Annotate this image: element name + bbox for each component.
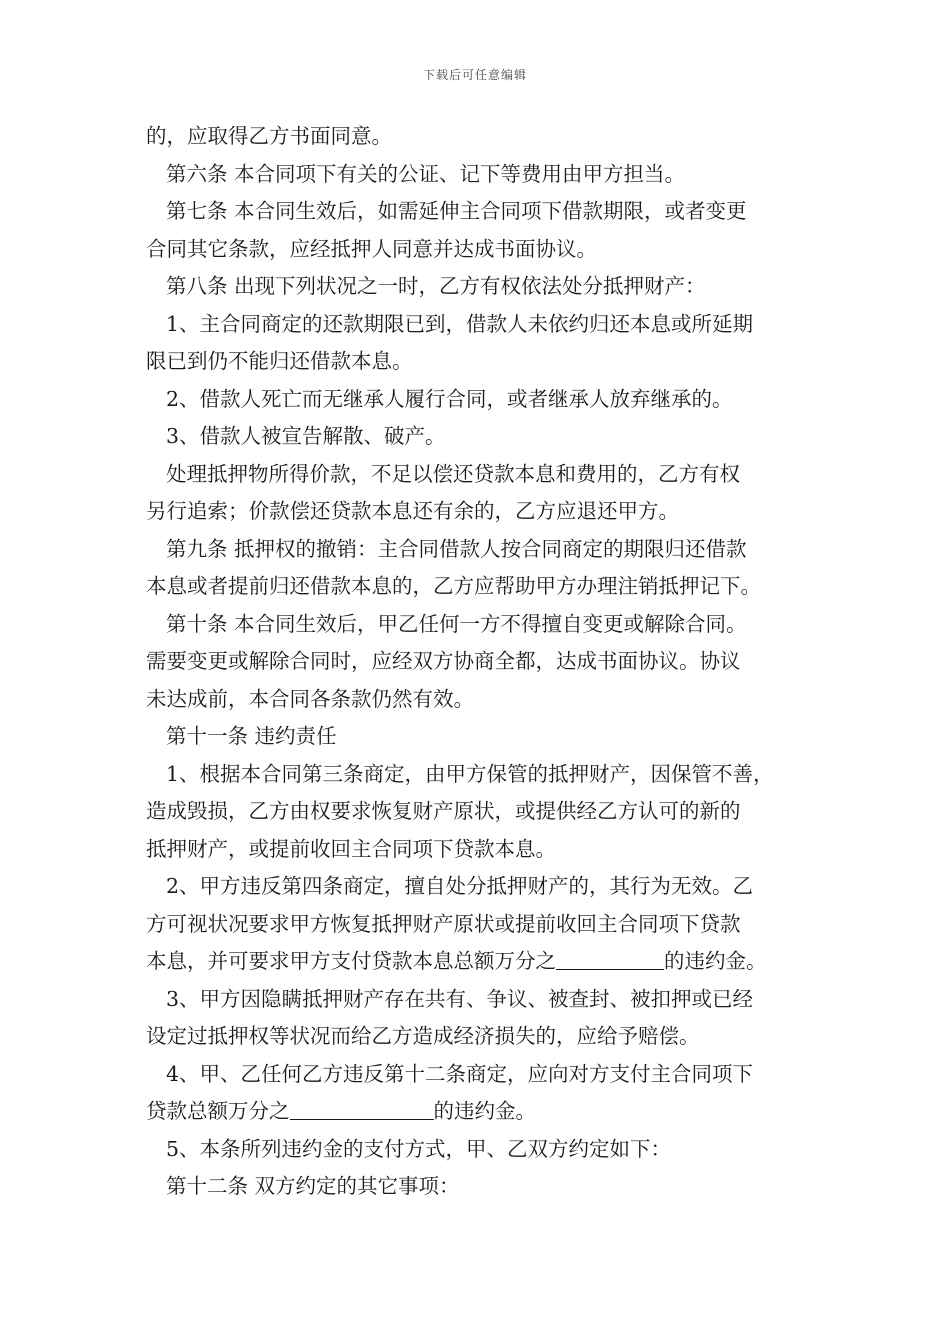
paragraph-line: 需要变更或解除合同时，应经双方协商全都，达成书面协议。协议 [146,649,741,673]
article-7-line: 第七条 本合同生效后，如需延伸主合同项下借款期限，或者变更 [166,199,747,223]
article-12-line: 第十二条 双方约定的其它事项： [166,1174,460,1198]
list-item-line: 2、甲方违反第四条商定，擅自处分抵押财产的，其行为无效。乙 [166,874,754,898]
list-item-line: 4、甲、乙任何乙方违反第十二条商定，应向对方支付主合同项下 [166,1061,754,1086]
paragraph-line: 限已到仍不能归还借款本息。 [146,349,413,373]
list-item-line: 3、甲方因隐瞒抵押财产存在共有、争议、被查封、被扣押或已经 [166,986,754,1011]
article-8-line: 第八条 出现下列状况之一时，乙方有权依法处分抵押财产： [166,274,706,298]
list-item-line: 1、主合同商定的还款期限已到，借款人未依约归还本息或所延期 [166,311,754,336]
article-9-line: 第九条 抵押权的撤销：主合同借款人按合同商定的期限归还借款 [166,536,747,561]
line-text: 本息，并可要求甲方支付贷款本息总额万分之 [146,949,556,973]
paragraph-line: 未达成前，本合同各条款仍然有效。 [146,686,474,711]
paragraph-line: 抵押财产，或提前收回主合同项下贷款本息。 [146,836,556,861]
paragraph-line: 处理抵押物所得价款，不足以偿还贷款本息和费用的，乙方有权 [166,461,740,486]
line-text: 的违约金。 [664,949,767,973]
paragraph-line: 本息或者提前归还借款本息的，乙方应帮助甲方办理注销抵押记下。 [146,574,761,598]
list-item-line: 1、根据本合同第三条商定，由甲方保管的抵押财产，因保管不善， [166,761,774,786]
document-body [146,118,836,1206]
line-text: 贷款总额万分之 [146,1099,290,1123]
paragraph-line: 合同其它条款，应经抵押人同意并达成书面协议。 [146,236,597,261]
article-10-line: 第十条 本合同生效后，甲乙任何一方不得擅自变更或解除合同。 [166,611,747,636]
paragraph-line: 造成毁损，乙方由权要求恢复财产原状，或提供经乙方认可的新的 [146,799,741,823]
paragraph-line: 设定过抵押权等状况而给乙方造成经济损失的，应给予赔偿。 [146,1024,700,1048]
paragraph-line-with-blank [146,1093,836,1131]
list-item-line: 2、借款人死亡而无继承人履行合同，或者继承人放弃继承的。 [166,386,733,411]
list-item-line: 3、借款人被宣告解散、破产。 [166,424,446,448]
article-6-line: 第六条 本合同项下有关的公证、记下等费用由甲方担当。 [166,161,686,186]
fill-in-blank[interactable] [556,947,664,970]
paragraph-line-with-blank [146,943,836,981]
article-11-heading: 第十一条 违约责任 [166,724,337,748]
page-header: 下载后可任意编辑 [422,68,527,82]
line-text: 的违约金。 [433,1099,536,1123]
list-item-line: 5、本条所列违约金的支付方式，甲、乙双方约定如下： [166,1136,672,1161]
fill-in-blank[interactable] [290,1097,434,1120]
paragraph-line: 的，应取得乙方书面同意。 [146,124,392,148]
paragraph-line: 方可视状况要求甲方恢复抵押财产原状或提前收回主合同项下贷款 [146,911,741,936]
paragraph-line: 另行追索；价款偿还贷款本息还有余的，乙方应退还甲方。 [146,499,679,523]
